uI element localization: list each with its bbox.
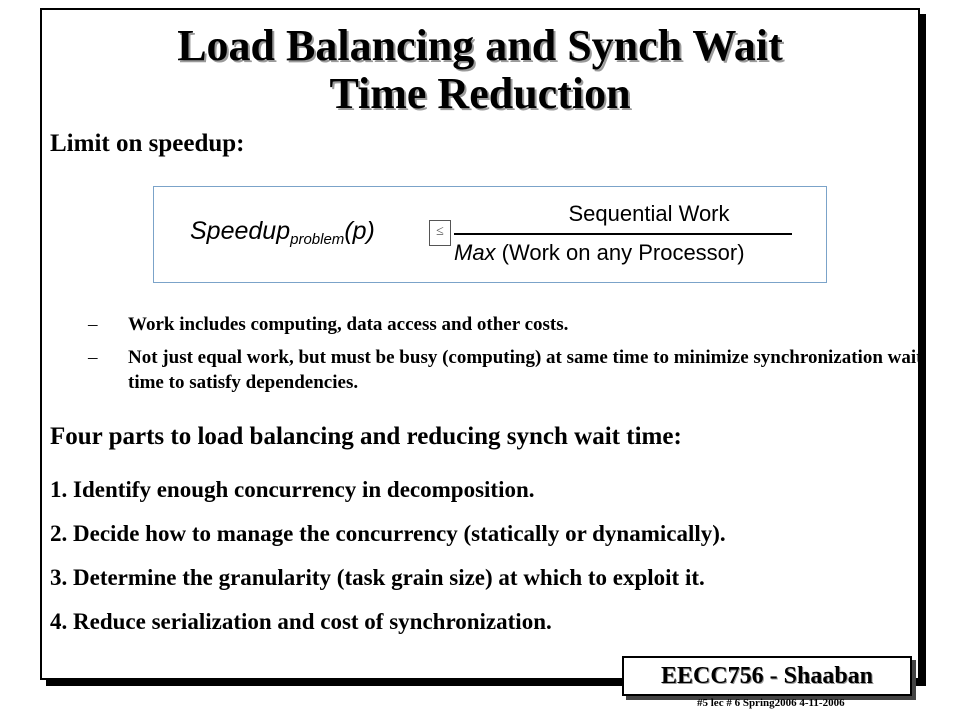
- formula-lhs-arg: (p): [344, 217, 375, 245]
- bullet-item: [88, 312, 928, 337]
- formula-lhs-base: Speedup: [190, 217, 291, 245]
- step-item: 3. Determine the granularity (task grain size) at which to exploit it.: [50, 565, 705, 590]
- formula-lhs: [190, 217, 375, 248]
- fraction-bar: [454, 233, 792, 235]
- slide-title: [0, 22, 960, 118]
- bullet-text: Not just equal work, but must be busy (computing) at same time to minimize synchronization wait time to satisfy dependencies.: [128, 347, 923, 393]
- step-list: [50, 476, 930, 652]
- course-badge: EECC756 - Shaaban: [622, 656, 912, 696]
- step-item: 4. Reduce serialization and cost of synchronization.: [50, 609, 552, 634]
- denominator-max: Max: [454, 240, 496, 265]
- formula-numerator: Sequential Work: [568, 201, 730, 226]
- bullet-text: Work includes computing, data access and other costs.: [128, 314, 569, 335]
- four-parts-heading: Four parts to load balancing and reducing synch wait time:: [50, 423, 682, 450]
- bullet-dash: –: [88, 314, 98, 335]
- formula-denominator: [454, 240, 814, 266]
- slide-footnote: #5 lec # 6 Spring2006 4-11-2006: [697, 697, 845, 709]
- denominator-rest: (Work on any Processor): [495, 240, 745, 265]
- step-item: 2. Decide how to manage the concurrency (statically or dynamically).: [50, 521, 726, 546]
- speedup-formula: [153, 186, 827, 283]
- relation-glyph: ≤: [429, 220, 451, 246]
- title-line-2: Time Reduction: [329, 69, 631, 118]
- bullet-list: [88, 312, 928, 403]
- bullet-dash: –: [88, 347, 98, 368]
- step-item: 1. Identify enough concurrency in decomposition.: [50, 477, 535, 502]
- title-line-1: Load Balancing and Synch Wait: [177, 21, 783, 70]
- formula-lhs-sub: problem: [290, 231, 345, 248]
- bullet-item: [88, 345, 928, 395]
- speedup-subheading: Limit on speedup:: [50, 130, 245, 157]
